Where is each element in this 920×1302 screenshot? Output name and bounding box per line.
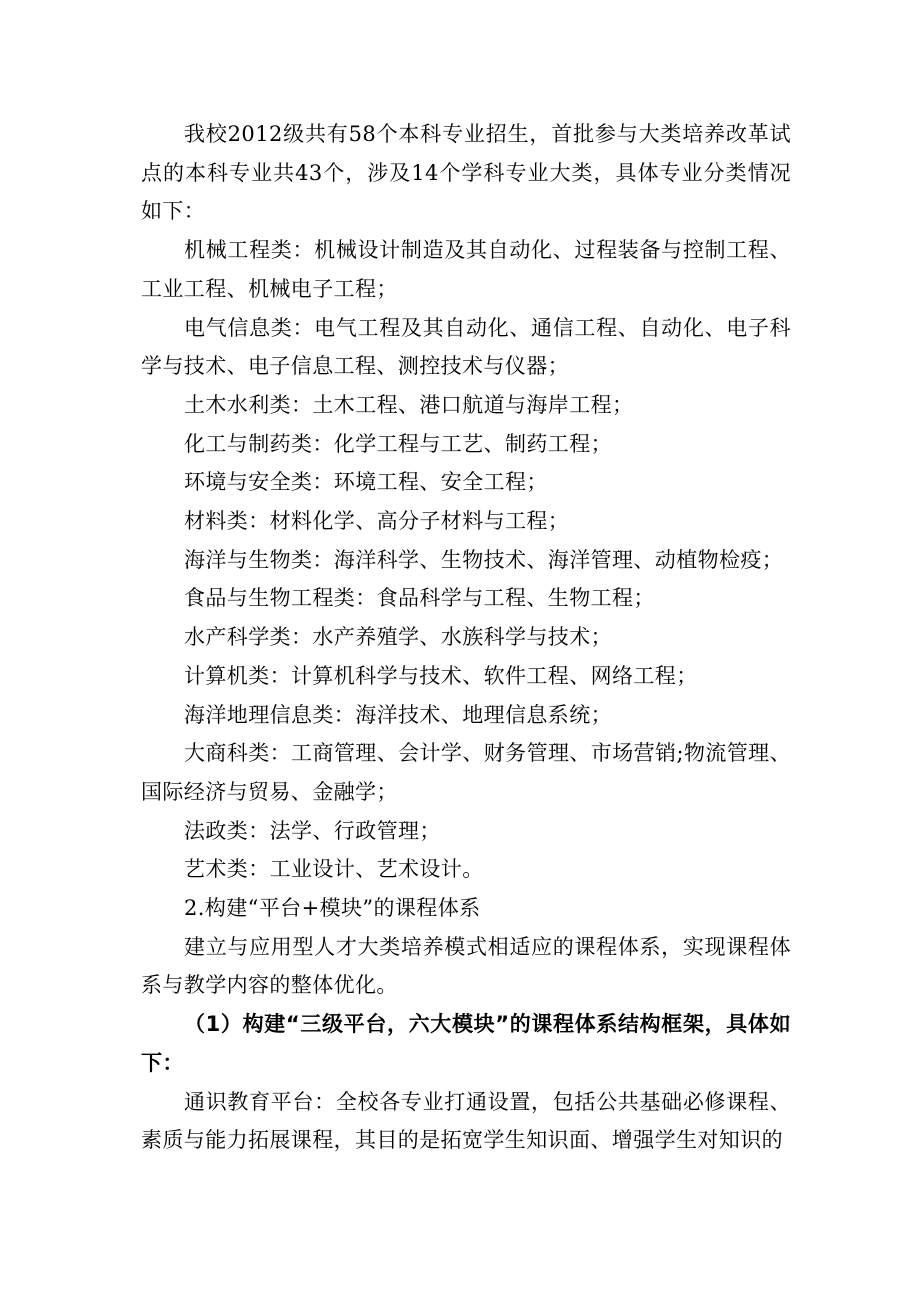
paragraph-chemical: 化工与制药类：化学工程与工艺、制药工程； (184, 431, 612, 456)
subheading-framework: （1）构建“三级平台，六大模块”的课程体系结构框架，具体如下： (141, 1012, 791, 1075)
paragraph-mechanical: 机械工程类：机械设计制造及其自动化、过程装备与控制工程、工业工程、机械电子工程； (141, 238, 791, 301)
paragraph-civil: 土木水利类：土木工程、港口航道与海岸工程； (184, 392, 634, 417)
paragraph-art: 艺术类：工业设计、艺术设计。 (184, 857, 484, 882)
document-body (141, 115, 791, 1160)
paragraph-business: 大商科类：工商管理、会计学、财务管理、市场营销;物流管理、国际经济与贸易、金融学； (141, 741, 791, 804)
paragraph-aquatic: 水产科学类：水产养殖学、水族科学与技术； (184, 625, 612, 650)
paragraph-general-education: 通识教育平台：全校各专业打通设置，包括公共基础必修课程、素质与能力拓展课程，其目的是拓宽学生知识面、增强学生对知识的 (141, 1089, 791, 1153)
paragraph-electrical: 电气信息类：电气工程及其自动化、通信工程、自动化、电子科学与技术、电子信息工程、测控技术与仪器； (141, 315, 791, 379)
paragraph-marine-geo: 海洋地理信息类：海洋技术、地理信息系统； (184, 702, 612, 727)
paragraph-environment: 环境与安全类：环境工程、安全工程； (184, 470, 548, 495)
paragraph-intro: 我校2012级共有58个本科专业招生，首批参与大类培养改革试点的本科专业共43个，涉及14个学科专业大类，具体专业分类情况如下： (141, 122, 791, 224)
section-heading-curriculum: 2.构建“平台+模块”的课程体系 (184, 896, 481, 921)
paragraph-materials: 材料类：材料化学、高分子材料与工程； (184, 509, 570, 534)
paragraph-marine-bio: 海洋与生物类：海洋科学、生物技术、海洋管理、动植物检疫； (184, 547, 784, 572)
paragraph-food-bio: 食品与生物工程类：食品科学与工程、生物工程； (184, 586, 655, 611)
paragraph-curriculum-goal: 建立与应用型人才大类培养模式相适应的课程体系，实现课程体系与教学内容的整体优化。 (141, 934, 791, 998)
paragraph-computer: 计算机类：计算机科学与技术、软件工程、网络工程； (184, 663, 698, 688)
paragraph-law-politics: 法政类：法学、行政管理； (184, 818, 441, 843)
